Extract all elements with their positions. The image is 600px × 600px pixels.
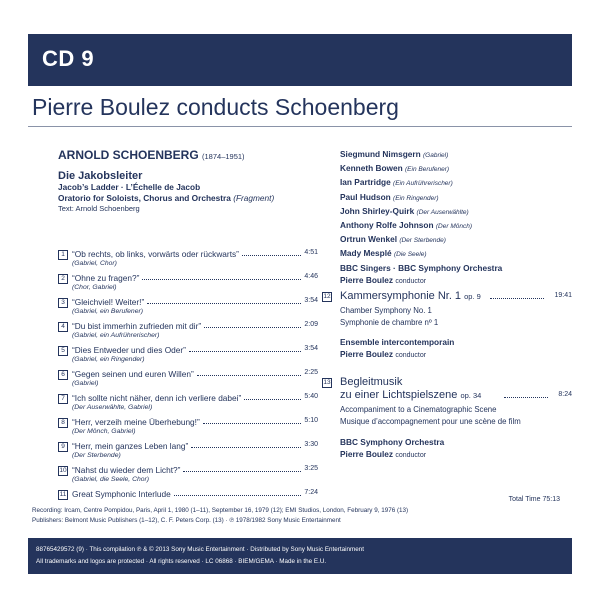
track-title: “Gleichviel! Weiter!” <box>72 297 145 307</box>
track-duration: 19:41 <box>554 292 572 299</box>
track-duration: 5:10 <box>304 417 318 424</box>
footer-band <box>28 538 572 574</box>
track-13-title-1: Begleitmusik <box>340 376 403 388</box>
work-subtitle-2-note: (Fragment) <box>233 193 275 203</box>
leader-dots <box>203 423 301 424</box>
leader-dots <box>191 447 301 448</box>
footer-line-2: All trademarks and logos are protected · All rights reserved · LC 06868 · BIEM/GEMA · Made in the E.U. <box>36 558 327 565</box>
performer-name: Siegmund Nimsgern <box>340 149 421 159</box>
composer <box>58 148 318 162</box>
performer-name: BBC Singers · BBC Symphony Orchestra <box>340 262 503 273</box>
track-title <box>340 290 481 302</box>
page-title: Pierre Boulez conducts Schoenberg <box>32 94 399 120</box>
track-row <box>58 465 318 489</box>
track-13-conductor <box>340 449 426 459</box>
performer <box>340 219 572 233</box>
track-13-opus: op. 34 <box>460 391 482 400</box>
publisher-credit: Publishers: Belmont Music Publishers (1–12), C. F. Peters Corp. (13) · ℗ 1978/1982 Sony Music Entertainment <box>32 517 341 524</box>
track-title: “Ob rechts, ob links, vorwärts oder rückwarts” <box>72 249 239 259</box>
track-duration: 2:09 <box>304 321 318 328</box>
leader-dots <box>189 351 301 352</box>
track-roles: (Gabriel, ein Aufrührerischer) <box>72 332 160 339</box>
performer-name: Kenneth Bowen <box>340 163 403 174</box>
track-12-title: Kammersymphonie Nr. 1 <box>340 290 462 302</box>
total-time: Total Time 75:13 <box>508 496 560 503</box>
leader-dots <box>174 495 301 496</box>
leader-dots <box>504 397 548 398</box>
track-12-ensemble: Ensemble intercontemporain <box>340 337 455 347</box>
track-title: “Dies Entweder und dies Oder” <box>72 345 186 355</box>
track-number: 5 <box>58 346 68 356</box>
track-row <box>58 345 318 369</box>
track-number: 11 <box>59 491 67 498</box>
track-row <box>58 249 318 273</box>
leader-dots <box>244 399 301 400</box>
track-12-conductor-role: conductor <box>395 352 427 359</box>
performer-name: Mady Mesplé <box>340 248 392 259</box>
footer-line-1: 88765429572 (9) · This compilation ℗ & © 2013 Sony Music Entertainment · Distributed by Sony Music Entertainment <box>36 546 365 553</box>
performer-name: John Shirley-Quirk <box>340 205 415 216</box>
performer <box>340 176 572 190</box>
track-row <box>58 441 318 465</box>
leader-dots <box>204 327 301 328</box>
performer <box>340 191 572 205</box>
work-subtitle: Jacob’s Ladder · L’Échelle de Jacob <box>58 182 201 192</box>
track-row <box>58 393 318 417</box>
track-number: 13 <box>323 379 331 386</box>
performer <box>340 247 572 261</box>
performer-role: (Der Sterbende) <box>399 237 446 245</box>
track-12-opus: op. 9 <box>464 292 481 301</box>
track-duration: 3:25 <box>304 465 318 472</box>
performer <box>340 274 572 288</box>
track-number: 12 <box>323 293 331 300</box>
performer <box>340 262 572 274</box>
performer-role: (Gabriel) <box>423 152 449 159</box>
track-roles: (Gabriel, Chor) <box>72 260 117 267</box>
recording-credit: Recording: Ircam, Centre Pompidou, Paris, April 1, 1980 (1–11), September 16, 1979 (12); EMI Studios, London, February 9, 1976 (13) <box>32 507 409 514</box>
header-band <box>28 34 572 86</box>
track-number: 8 <box>58 418 68 428</box>
track-roles: (Chor, Gabriel) <box>72 284 117 291</box>
track-row <box>58 297 318 321</box>
track-number: 3 <box>58 298 68 308</box>
text-credit: Text: Arnold Schoenberg <box>58 204 140 213</box>
track-roles: (Gabriel) <box>72 380 99 387</box>
track-number: 6 <box>58 370 68 380</box>
track-title: Great Symphonic Interlude <box>72 489 171 499</box>
track-number: 10 <box>59 467 67 474</box>
track-title: “Ohne zu fragen?” <box>72 273 140 283</box>
recording-credits <box>32 506 572 526</box>
track-12-subtitle-1: Chamber Symphony No. 1 <box>340 306 432 315</box>
cd-label: CD 9 <box>42 46 95 71</box>
track-number: 2 <box>58 274 68 284</box>
performer-role: (Ein Ringender) <box>393 194 439 202</box>
performer-role: conductor <box>395 277 427 285</box>
track-duration: 4:46 <box>304 273 318 280</box>
track-row <box>58 417 318 441</box>
performer <box>340 162 572 176</box>
track-13-subtitle-1: Accompaniment to a Cinematographic Scene <box>340 405 497 414</box>
work-header <box>58 148 318 214</box>
work-title: Die Jakobsleiter <box>58 170 143 182</box>
track-title: “Nahst du wieder dem Licht?” <box>72 465 181 475</box>
track-title: “Gegen seinen und euren Willen” <box>72 369 194 379</box>
performer-role: (Der Mönch) <box>435 223 473 231</box>
leader-dots <box>142 279 301 280</box>
performer <box>340 205 572 219</box>
track-13-ensemble: BBC Symphony Orchestra <box>340 437 445 447</box>
track-row <box>58 321 318 345</box>
performer-name: Ian Partridge <box>340 177 391 188</box>
track-12-conductor <box>340 349 426 359</box>
title-divider <box>28 126 572 127</box>
composer-years: (1874–1951) <box>202 152 245 161</box>
performer-name: Ortrun Wenkel <box>340 234 398 245</box>
track-13-conductor-role: conductor <box>395 452 427 459</box>
track-duration: 2:25 <box>304 369 318 376</box>
performer <box>340 148 572 162</box>
track-roles: (Gabriel, ein Berufener) <box>72 308 144 315</box>
leader-dots <box>242 255 301 256</box>
performer <box>340 233 572 247</box>
track-roles: (Der Mönch, Gabriel) <box>72 428 136 435</box>
performer-role: (Der Auserwählte) <box>416 208 469 216</box>
track-row <box>58 369 318 393</box>
performer-list <box>340 148 572 288</box>
performer-role: (Die Seele) <box>393 251 427 259</box>
track-row <box>58 273 318 297</box>
leader-dots <box>197 375 301 376</box>
track-roles: (Gabriel, ein Ringender) <box>72 356 145 363</box>
performer-name: Pierre Boulez <box>340 274 394 285</box>
track-duration: 4:51 <box>304 249 318 256</box>
performer-role: (Ein Berufener) <box>405 166 450 174</box>
track-duration: 3:54 <box>304 297 318 304</box>
track-13-conductor-name: Pierre Boulez <box>340 449 394 459</box>
leader-dots <box>490 298 544 299</box>
track-roles: (Der Sterbende) <box>72 452 121 459</box>
track-12-conductor-name: Pierre Boulez <box>340 349 394 359</box>
track-title: “Du bist immerhin zufrieden mit dir” <box>72 321 202 331</box>
track-number: 9 <box>58 442 68 452</box>
track-title: “Herr, mein ganzes Leben lang” <box>72 441 189 451</box>
track-roles: (Gabriel, die Seele, Chor) <box>72 476 150 483</box>
leader-dots <box>183 471 301 472</box>
track-number: 7 <box>58 394 68 404</box>
track-list <box>58 249 318 513</box>
track-number: 1 <box>58 250 68 260</box>
work-subtitle-2-text: Oratorio for Soloists, Chorus and Orchestra <box>58 193 231 203</box>
performer-role: (Ein Aufrührerischer) <box>393 180 453 188</box>
track-12-subtitle-2: Symphonie de chambre nº 1 <box>340 318 439 327</box>
track-duration: 3:54 <box>304 345 318 352</box>
track-duration: 5:40 <box>304 393 318 400</box>
track-13-subtitle-2: Musique d’accompagnement pour une scène de film <box>340 417 521 426</box>
track-duration: 8:24 <box>558 391 572 398</box>
work-subtitle-2 <box>58 193 318 204</box>
track-title: “Ich sollte nicht näher, denn ich verliere dabei” <box>72 393 242 403</box>
track-roles: (Der Auserwählte, Gabriel) <box>72 404 153 411</box>
performer-name: Anthony Rolfe Johnson <box>340 220 434 231</box>
track-duration: 7:24 <box>304 489 318 496</box>
track-title: “Herr, verzeih meine Überhebung!” <box>72 417 200 427</box>
track-13-title-2: zu einer Lichtspielszene <box>340 389 458 401</box>
track-13-title-2-line <box>340 389 481 401</box>
leader-dots <box>147 303 301 304</box>
track-duration: 3:30 <box>304 441 318 448</box>
composer-name: ARNOLD SCHOENBERG <box>58 148 199 162</box>
performer-name: Paul Hudson <box>340 191 391 202</box>
track-number: 4 <box>58 322 68 332</box>
